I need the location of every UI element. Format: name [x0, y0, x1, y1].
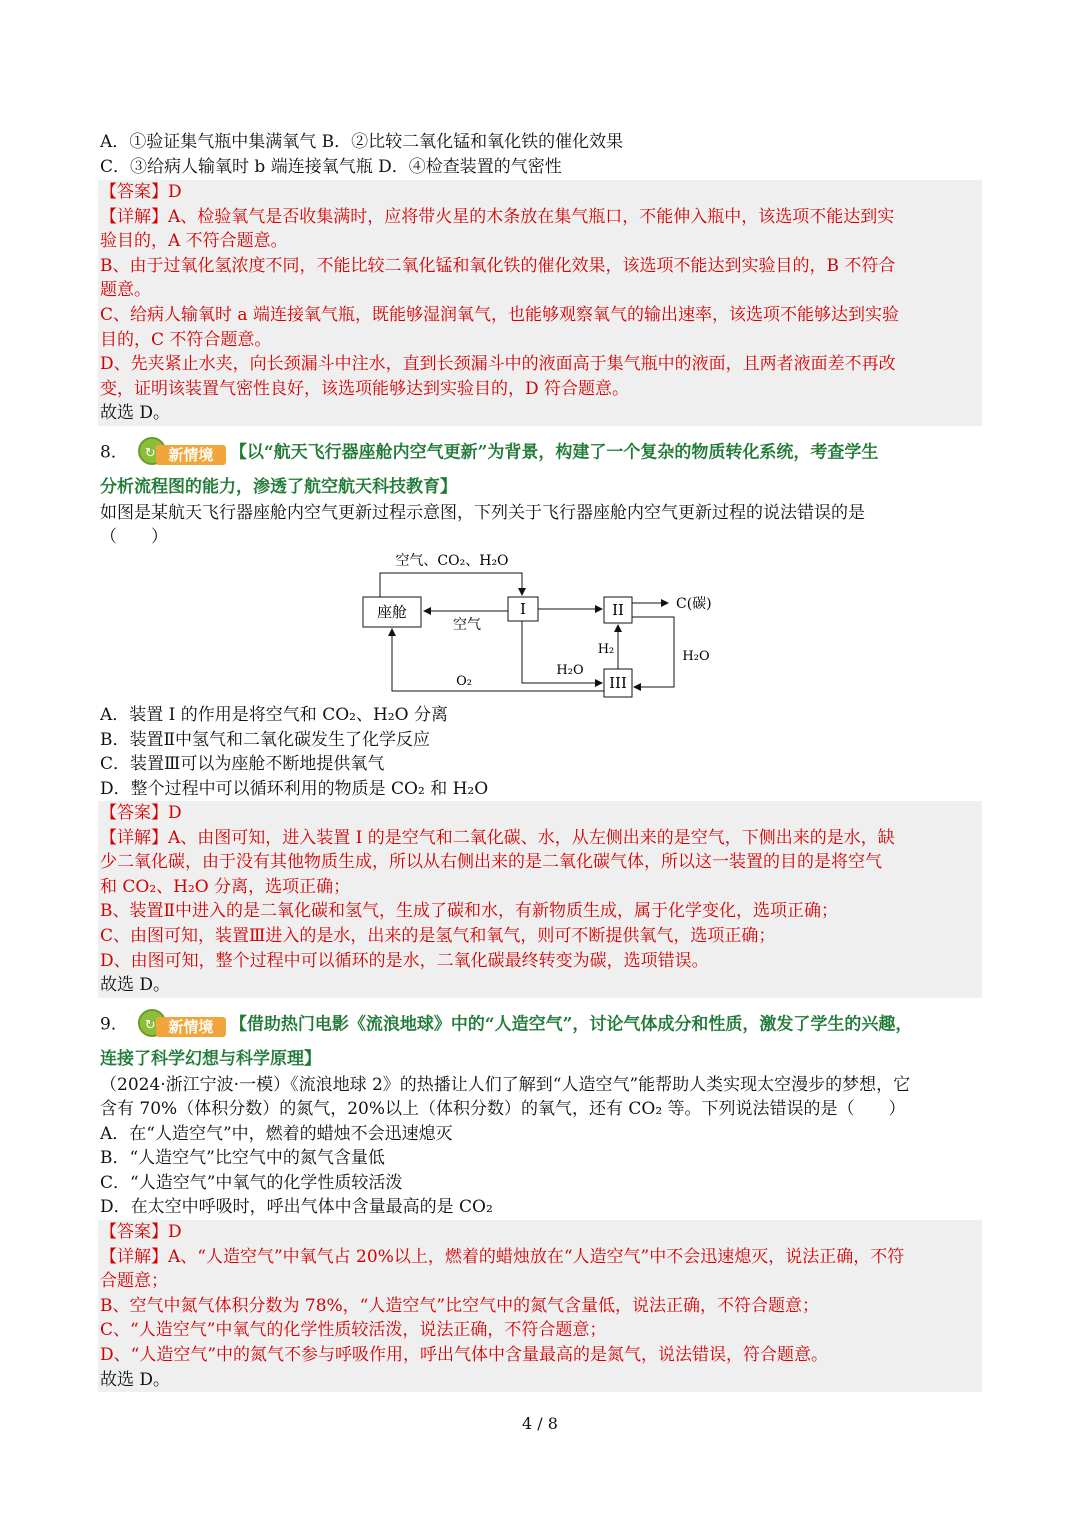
q9-detail-line: 合题意；	[100, 1271, 168, 1292]
q8-context-line: 分析流程图的能力，渗透了航空航天科技教育】	[100, 477, 457, 497]
q9-context-line: 【借助热门电影《流浪地球》中的“人造空气”，讨论气体成分和性质，激发了学生的兴趣，	[229, 1014, 913, 1035]
q8-context-line: 【以“航天飞行器座舱内空气更新”为背景，构建了一个复杂的物质转化系统，考查学生	[229, 442, 879, 463]
arrow-iii-to-cabin	[392, 629, 604, 691]
q8-detail-line: B、装置Ⅱ中进入的是二氧化碳和氢气，生成了碳和水，有新物质生成，属于化学变化，选项正确；	[100, 901, 839, 922]
new-context-badge	[134, 1011, 226, 1039]
new-context-badge	[134, 439, 226, 467]
q8-detail-line: 和 CO₂、H₂O 分离，选项正确；	[100, 876, 351, 897]
flow-label-carbon: C(碳)	[676, 596, 712, 612]
badge-label: 新情境	[156, 445, 226, 465]
page-number: 4 / 8	[522, 1414, 558, 1433]
device-1-label: I	[520, 600, 526, 618]
q9-detail-line: B、空气中氮气体积分数为 78%，“人造空气”比空气中的氮气含量低，说法正确，不符合题意；	[100, 1295, 820, 1316]
q8-detail-line: 【详解】A、由图可知，进入装置 I 的是空气和二氧化碳、水，从左侧出来的是空气，下侧出来的是水，缺	[100, 827, 895, 848]
q8-detail-line: 少二氧化碳，由于没有其他物质生成，所以从右侧出来的是二氧化碳气体，所以这一装置的目的是将空气	[100, 852, 882, 873]
q7-detail-line: 变，证明该装置气密性良好，该选项能够达到实验目的，D 符合题意。	[100, 378, 630, 399]
arrow-ii-to-iii	[632, 617, 674, 687]
arrow-cabin-to-i	[380, 573, 522, 597]
q9-detail-line: C、“人造空气”中氧气的化学性质较活泼，说法正确，不符合题意；	[100, 1320, 607, 1341]
flow-label-h2o-right: H₂O	[682, 649, 710, 664]
flow-label-top: 空气、CO₂、H₂O	[395, 553, 509, 569]
q7-detail-line: 题意。	[100, 280, 151, 301]
q7-choose: 故选 D。	[100, 403, 171, 424]
q8-option: B．装置Ⅱ中氢气和二氧化碳发生了化学反应	[100, 730, 431, 750]
q9-option: B．“人造空气”比空气中的氮气含量低	[100, 1148, 385, 1168]
device-3-label: III	[609, 674, 627, 692]
q8-detail-line: C、由图可知，装置Ⅲ进入的是水，出来的是氢气和氧气，则可不断提供氧气，选项正确；	[100, 925, 776, 946]
q8-answer-block	[98, 801, 982, 998]
q8-answer: 【答案】D	[100, 803, 182, 823]
air-renewal-diagram	[350, 545, 730, 700]
flow-label-h2o-mid: H₂O	[556, 663, 584, 678]
q9-answer: 【答案】D	[100, 1222, 182, 1242]
q9-option: C．“人造空气”中氧气的化学性质较活泼	[100, 1173, 403, 1193]
q9-detail-line: D、“人造空气”中的氮气不参与呼吸作用，呼出气体中含量最高的是氮气，说法错误，符合题意。	[100, 1344, 829, 1365]
q9-option: D．在太空中呼吸时，呼出气体中含量最高的是 CO₂	[100, 1197, 493, 1217]
q7-options-cd: C．③给病人输氧时 b 端连接氧气瓶 D．④检查装置的气密性	[100, 157, 562, 177]
q7-detail-line: 目的，C 不符合题意。	[100, 329, 272, 350]
q8-stem: （ ）	[100, 527, 168, 547]
q7-answer-block	[98, 180, 982, 426]
q7-detail-line: C、给病人输氧时 a 端连接氧气瓶，既能够湿润氧气，也能够观察氧气的输出速率，该选项不能够达到实验	[100, 304, 899, 325]
q8-choose: 故选 D。	[100, 975, 171, 996]
q7-detail-line: 验目的，A 不符合题意。	[100, 231, 288, 252]
q9-header	[100, 1011, 912, 1039]
q9-detail-line: 【详解】A、“人造空气”中氧气占 20%以上，燃着的蜡烛放在“人造空气”中不会迅速熄灭，说法正确，不符	[100, 1246, 905, 1267]
q8-option: D．整个过程中可以循环利用的物质是 CO₂ 和 H₂O	[100, 779, 489, 799]
q7-detail-line: 【详解】A、检验氧气是否收集满时，应将带火星的木条放在集气瓶口，不能伸入瓶中，该选项不能达到实	[100, 206, 895, 227]
q8-option: C．装置Ⅲ可以为座舱不断地提供氧气	[100, 754, 385, 774]
q7-detail-line: D、先夹紧止水夹，向长颈漏斗中注水，直到长颈漏斗中的液面高于集气瓶中的液面，且两者液面差不再改	[100, 354, 896, 375]
cabin-label: 座舱	[376, 603, 408, 621]
flow-label-air: 空气	[453, 617, 481, 633]
q9-choose: 故选 D。	[100, 1369, 171, 1390]
q9-option: A．在“人造空气”中，燃着的蜡烛不会迅速熄灭	[100, 1124, 453, 1144]
refresh-icon: ↻	[138, 1009, 166, 1037]
q8-option: A．装置 I 的作用是将空气和 CO₂、H₂O 分离	[100, 705, 448, 725]
q8-header	[100, 439, 878, 467]
device-2-label: II	[612, 601, 624, 619]
q7-detail-line: B、由于过氧化氢浓度不同，不能比较二氧化锰和氧化铁的催化效果，该选项不能达到实验目的，B 不符合	[100, 255, 896, 276]
refresh-icon: ↻	[138, 437, 166, 465]
badge-label: 新情境	[156, 1017, 226, 1037]
q9-stem: （2024·浙江宁波·一模）《流浪地球 2》的热播让人们了解到“人造空气”能帮助人类实现太空漫步的梦想，它	[100, 1075, 911, 1095]
q7-options-ab: A．①验证集气瓶中集满氧气 B．②比较二氧化锰和氧化铁的催化效果	[100, 132, 624, 152]
q7-answer: 【答案】D	[100, 182, 182, 202]
q9-answer-block	[98, 1220, 982, 1392]
q9-stem: 含有 70%（体积分数）的氮气，20%以上（体积分数）的氧气，还有 CO₂ 等。下列说法错误的是（ ）	[100, 1099, 906, 1119]
q9-number: 9．	[100, 1014, 128, 1035]
flow-label-h2: H₂	[597, 642, 615, 657]
q8-stem: 如图是某航天飞行器座舱内空气更新过程示意图，下列关于飞行器座舱内空气更新过程的说法错误的是	[100, 503, 865, 523]
q8-number: 8．	[100, 442, 128, 463]
flow-label-o2: O₂	[456, 674, 472, 689]
q8-detail-line: D、由图可知，整个过程中可以循环的是水，二氧化碳最终转变为碳，选项错误。	[100, 950, 709, 971]
q9-context-line: 连接了科学幻想与科学原理】	[100, 1049, 321, 1069]
